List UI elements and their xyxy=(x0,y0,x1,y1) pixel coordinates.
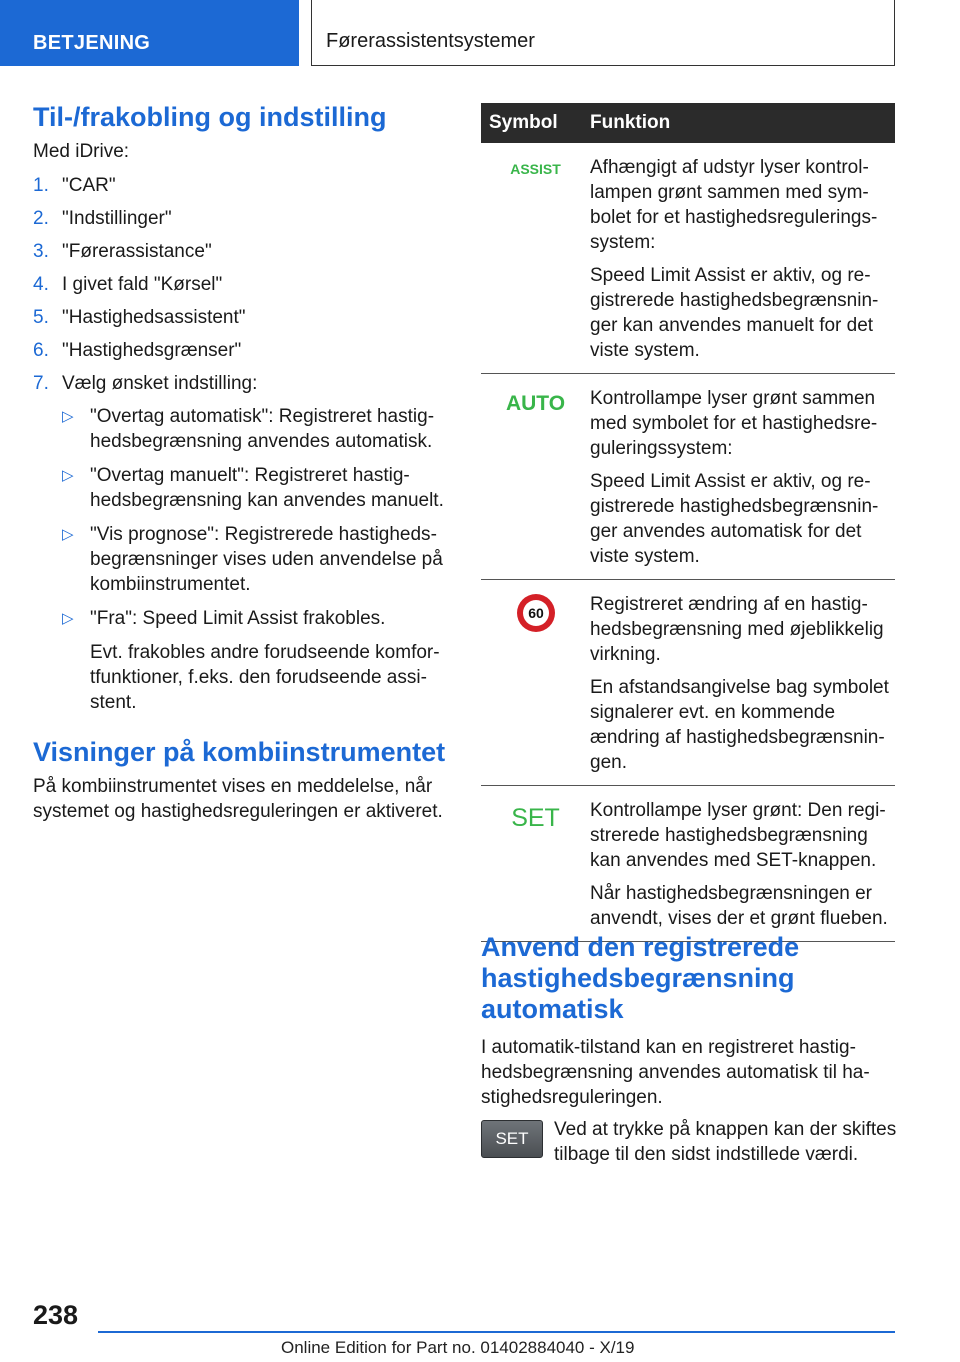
footer-divider xyxy=(98,1331,895,1333)
list-item: 1. "CAR" xyxy=(33,175,116,196)
list-item: 4. I givet fald "Kørsel" xyxy=(33,274,223,295)
table-row: ASSIST Afhængigt af udstyr lyser kontrollampen grønt sammen med symbolet for et hastighedsreguleringssystem: Speed Limit Assist er aktiv, og registrerede hastighedsbegrænsninger kan anvendes manuelt for det viste system. xyxy=(481,143,895,374)
apply-text: I automatik-tilstand kan en registreret hastighedsbegrænsning anvendes automatisk til hastighedsreguleringen. xyxy=(481,1037,870,1108)
symbol-table xyxy=(481,103,895,942)
auto-apply-section xyxy=(481,932,895,1110)
list-item: 5. "Hastighedsassistent" xyxy=(33,307,246,328)
table-row: AUTO Kontrollampe lyser grønt sammen med symbolet for et hastighedsreguleringssystem: Speed Limit Assist er aktiv, og registrerede hastighedsbegrænsninger anvendes automatisk for det viste system. xyxy=(481,374,895,580)
triangle-bullet-icon: ▷ xyxy=(62,526,74,543)
list-item: 7. Vælg ønsket indstilling: ▷ "Overtag automatisk": Registreret hastighedsbegrænsning anvendes automatisk. ▷ "Overtag manuelt": Registreret hastighedsbegrænsning kan anvendes manuelt. ▷ "Vis prognose": Registrerede hastighedsbegrænsninger vises uden anvendelse på kombiinstrumentet. ▷ "Fra": Speed Limit Assist frakobles. Evt. frakobles andre forudseende komfortfunktioner, f.eks. den forudseende assistent. xyxy=(33,371,453,715)
set-indicator-icon: SET xyxy=(511,804,560,832)
table-row: SET Kontrollampe lyser grønt: Den registrerede hastighedsbegrænsning kan anvendes med SET-knappen. Når hastighedsbegrænsningen er anvendt, vises der et grønt flueben. xyxy=(481,786,895,942)
option-item: ▷ "Fra": Speed Limit Assist frakobles. Evt. frakobles andre forudseende komfortfunktioner, f.eks. den forudseende assistent. xyxy=(62,606,453,715)
heading-apply: Anvend den registrerede hastighedsbegrænsning automatisk xyxy=(481,932,800,1024)
table-header xyxy=(481,103,895,143)
steps-list xyxy=(33,173,453,715)
heading-display: Visninger på kombiinstrumentet xyxy=(33,737,446,767)
option-item: ▷ "Vis prognose": Registrerede hastighedsbegrænsninger vises uden anvendelse på kombiinstrumentet. xyxy=(62,524,443,595)
table-row: 60 Registreret ændring af en hastighedsbegrænsning med øjeblikkelig virkning. En afstandsangivelse bag symbolet signalerer evt. en kommende ændring af hastighedsbegrænsningen. xyxy=(481,580,895,786)
option-item: ▷ "Overtag manuelt": Registreret hastighedsbegrænsning kan anvendes manuelt. xyxy=(62,465,444,511)
option-item: ▷ "Overtag automatisk": Registreret hastighedsbegrænsning anvendes automatisk. xyxy=(62,406,435,452)
auto-indicator-icon: AUTO xyxy=(505,392,566,415)
triangle-bullet-icon: ▷ xyxy=(62,467,74,484)
triangle-bullet-icon: ▷ xyxy=(62,610,74,627)
chapter-title: Førerassistentsystemer xyxy=(311,0,895,66)
list-item: 2. "Indstillinger" xyxy=(33,208,172,229)
set-button-note: Ved at trykke på knappen kan der skiftes tilbage til den sidst indstillede værdi. xyxy=(554,1119,897,1165)
option-note: Evt. frakobles andre forudseende komfortfunktioner, f.eks. den forudseende assistent. xyxy=(90,642,440,713)
svg-text:60: 60 xyxy=(527,605,544,621)
intro-text: Med iDrive: xyxy=(33,141,130,162)
assist-indicator-icon: ASSIST xyxy=(510,161,561,177)
footer-edition: Online Edition for Part no. 01402884040 - X/19 xyxy=(281,1338,635,1357)
list-item: 3. "Førerassistance" xyxy=(33,241,212,262)
col-symbol: Symbol xyxy=(489,112,558,133)
left-column xyxy=(33,102,453,824)
col-function: Funktion xyxy=(590,112,671,133)
display-text: På kombiinstrumentet vises en meddelelse, når systemet og hastighedsreguleringen er aktiveret. xyxy=(33,776,443,822)
options-list xyxy=(62,404,453,715)
heading-settings: Til-/frakobling og indstilling xyxy=(33,102,387,132)
set-button-icon: SET xyxy=(481,1120,543,1158)
speed-limit-sign-icon xyxy=(515,592,557,634)
triangle-bullet-icon: ▷ xyxy=(62,408,74,425)
page-number: 238 xyxy=(33,1300,79,1330)
section-tab: BETJENING xyxy=(0,0,299,66)
list-item: 6. "Hastighedsgrænser" xyxy=(33,340,242,361)
